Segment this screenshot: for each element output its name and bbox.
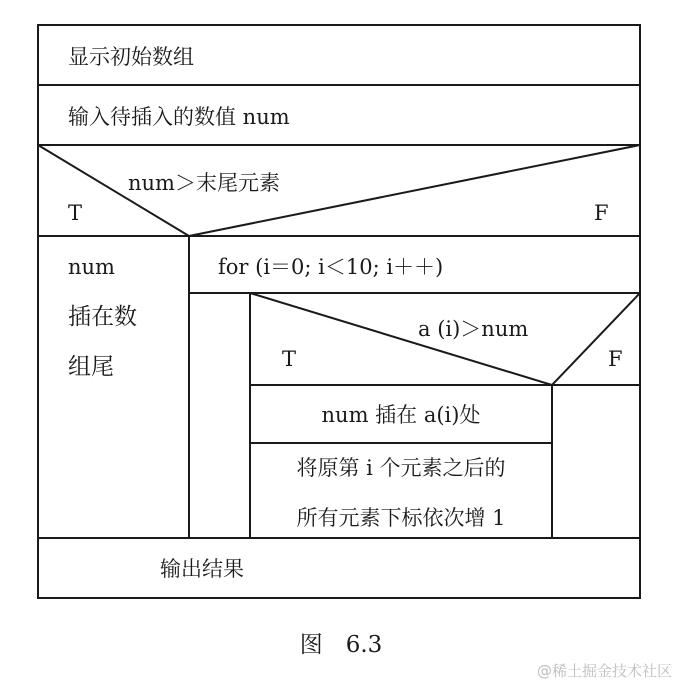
loop-header-label: for (i＝0; i＜10; i＋＋) <box>218 255 444 279</box>
step-output-label: 输出结果 <box>160 557 244 581</box>
outer-false-label: F <box>594 201 609 225</box>
outer-true-label: T <box>68 201 83 225</box>
inner-true-label: T <box>282 347 297 371</box>
true-branch-line-1: num <box>68 255 115 279</box>
outer-condition-label: num＞末尾元素 <box>128 171 280 195</box>
inner-action-2-line-1: 将原第 i 个元素之后的 <box>296 456 506 480</box>
inner-action-1-label: num 插在 a(i)处 <box>321 403 481 427</box>
true-branch-line-2: 插在数 <box>68 304 137 330</box>
inner-decision-diagonal-right <box>552 293 640 385</box>
true-branch-line-3: 组尾 <box>68 354 114 380</box>
inner-condition-label: a (i)＞num <box>418 317 529 341</box>
step-display-label: 显示初始数组 <box>68 45 194 69</box>
inner-action-2-line-2: 所有元素下标依次增 1 <box>296 506 506 530</box>
inner-false-label: F <box>608 347 623 371</box>
watermark: @稀土掘金技术社区 <box>536 662 672 680</box>
step-input-label: 输入待插入的数值 num <box>68 105 290 129</box>
figure-caption: 图 6.3 <box>299 632 383 658</box>
